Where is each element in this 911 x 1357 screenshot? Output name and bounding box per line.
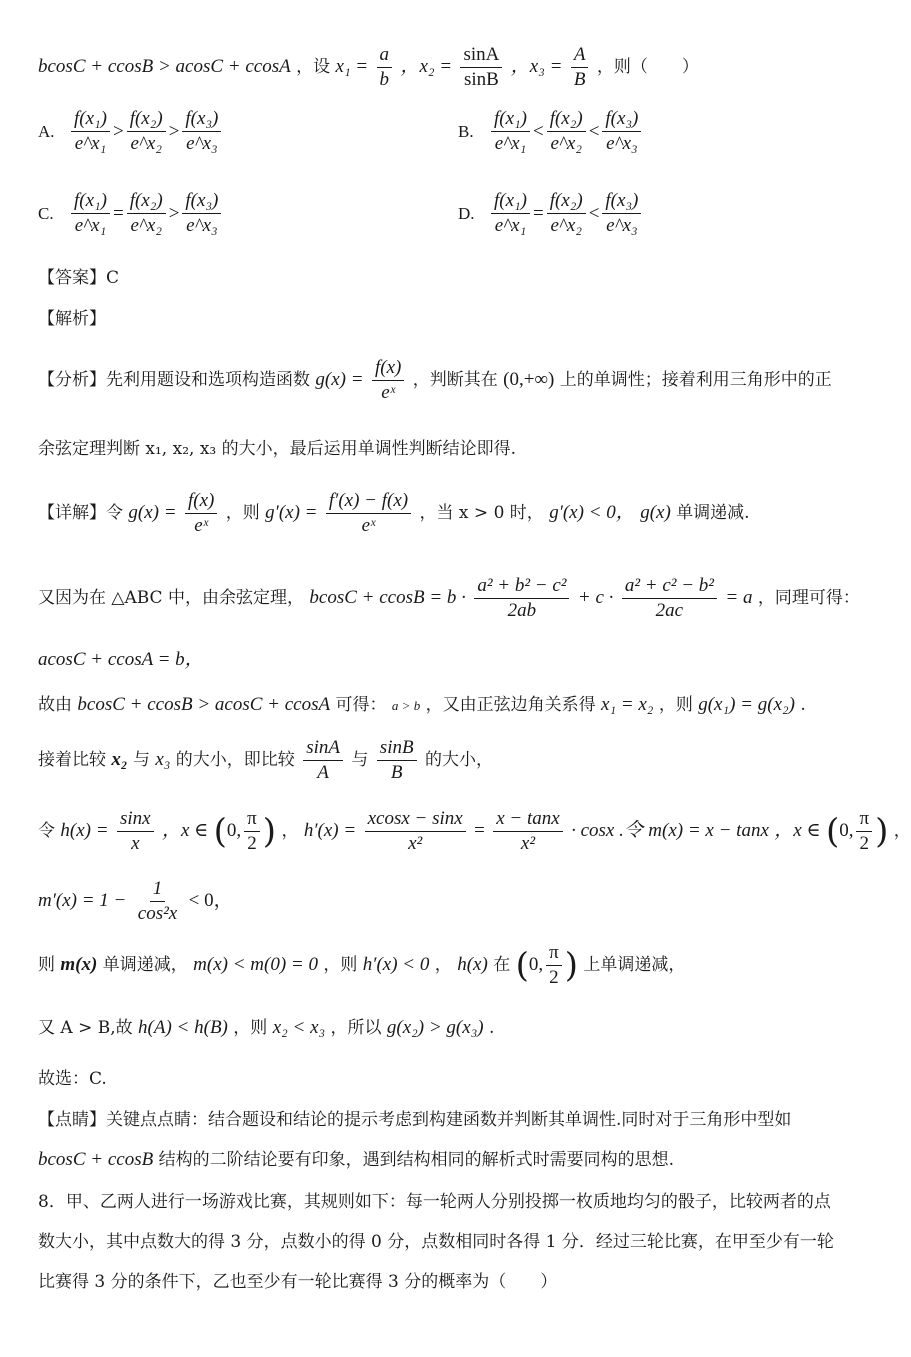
operator: >	[168, 120, 180, 142]
conclusion-line	[38, 1016, 494, 1040]
math: m′(x) = 1 −	[38, 890, 127, 911]
text: 的大小，即比较	[175, 750, 295, 770]
fraction	[602, 108, 641, 155]
xiangjie-line	[38, 490, 750, 537]
numerator: a² + c² − b²	[622, 575, 717, 599]
numerator: f(x₂)	[127, 108, 166, 132]
denominator: sinB	[464, 69, 499, 90]
denominator: e^x₂	[130, 215, 162, 236]
math: h(A) < h(B)	[138, 1017, 228, 1038]
option-label: B.	[458, 121, 474, 141]
numerator: sinA	[460, 44, 502, 68]
denominator: 2ab	[507, 600, 537, 621]
denominator: e^x₃	[606, 133, 638, 154]
fraction	[117, 808, 154, 855]
math: g(x)	[640, 502, 671, 523]
numerator: A	[571, 44, 589, 68]
numerator: π	[546, 942, 562, 966]
math: h(x) =	[60, 820, 109, 841]
denominator: cos²x	[137, 903, 178, 924]
fraction	[244, 808, 260, 855]
h-function-line	[38, 808, 911, 855]
operator: >	[168, 202, 180, 224]
denominator: e^x₁	[494, 133, 527, 154]
denominator: b	[379, 69, 390, 90]
denominator: e^x₁	[494, 215, 527, 236]
operator: =	[112, 202, 124, 224]
text: 单调递减，	[102, 955, 188, 975]
text: 又因为在 △ABC 中，由余弦定理，	[38, 588, 304, 608]
inequality: bcosC + ccosB > acosC + ccosA	[38, 56, 291, 77]
fraction	[547, 190, 586, 237]
paren-close: )	[875, 811, 889, 852]
numerator: 1	[150, 878, 166, 902]
text: 又 A > B,故	[38, 1018, 133, 1038]
denominator: x²	[520, 833, 536, 854]
denominator: e^x₂	[550, 215, 582, 236]
fraction	[127, 108, 166, 155]
fenxi-line-2: 余弦定理判断 x₁, x₂, x₃ 的大小，最后运用单调性判断结论即得.	[38, 439, 517, 459]
paren-open: (	[213, 811, 227, 852]
math: + c ·	[577, 587, 614, 608]
text: 【分析】先利用题设和选项构造函数	[38, 370, 310, 390]
text: ，判断其在	[412, 370, 498, 390]
numerator: f(x₁)	[71, 108, 110, 132]
denominator: eˣ	[381, 382, 396, 403]
math: ，x ∈	[162, 820, 209, 841]
math: < 0，	[188, 890, 233, 911]
denominator: e^x₃	[606, 215, 638, 236]
denominator: e^x₃	[186, 215, 218, 236]
numerator: f(x₃)	[602, 108, 641, 132]
numerator: a	[377, 44, 393, 68]
text: .	[489, 1018, 495, 1038]
numerator: a² + b² − c²	[474, 575, 569, 599]
math: g(x₂) > g(x₃)	[386, 1017, 484, 1038]
math: x₁ = x₂	[601, 694, 654, 715]
fraction	[571, 44, 589, 91]
fraction	[71, 108, 110, 155]
question-8-line-1: 8．甲、乙两人进行一场游戏比赛，其规则如下：每一轮两人分别投掷一枚质地均匀的骰子，比较两者的点	[38, 1192, 831, 1212]
option-label: D.	[458, 203, 475, 223]
text: ，当 x > 0 时，	[419, 503, 544, 523]
operator: <	[588, 120, 600, 142]
text: ，同理可得：	[757, 588, 860, 608]
math: x₃	[155, 749, 171, 770]
text: ，	[434, 955, 452, 975]
numerator: f(x₁)	[491, 108, 530, 132]
denominator: e^x₂	[550, 133, 582, 154]
analysis-heading: 【解析】	[38, 309, 106, 329]
fraction	[71, 190, 110, 237]
acos-line: acosC + ccosA = b，	[38, 649, 204, 670]
fraction	[546, 942, 562, 989]
fraction	[135, 878, 180, 925]
denominator: 2	[859, 833, 870, 854]
text: 则	[38, 955, 55, 975]
text: 故由	[38, 695, 72, 715]
text: 可得：	[335, 695, 387, 715]
fraction	[547, 108, 586, 155]
fraction	[491, 190, 530, 237]
text: ，又由正弦边角关系得	[425, 695, 596, 715]
numerator: sinA	[303, 737, 343, 761]
text: ，则	[658, 695, 693, 715]
text: 接着比较	[38, 750, 106, 770]
fraction	[182, 190, 221, 237]
fraction	[303, 737, 343, 784]
gu-line	[38, 693, 806, 718]
fraction	[127, 190, 166, 237]
fraction	[185, 490, 217, 537]
numerator: xcosx − sinx	[365, 808, 466, 832]
math: ，x ∈	[774, 820, 821, 841]
text: 令	[38, 821, 55, 841]
question-8-line-2: 数大小，其中点数大的得 3 分，点数小的得 0 分，点数相同时各得 1 分．经过三轮比赛，在甲至少有一轮	[38, 1232, 834, 1252]
x3-def: ，x₃ =	[510, 56, 563, 77]
math: bcosC + ccosB = b ·	[309, 587, 466, 608]
denominator: B	[390, 762, 403, 783]
math: 0,	[528, 954, 544, 975]
option-d[interactable]	[458, 190, 644, 237]
math: h′(x) =	[303, 820, 357, 841]
numerator: f(x₁)	[71, 190, 110, 214]
option-label: A.	[38, 121, 55, 141]
paren-close: )	[564, 945, 578, 986]
denominator: e^x₂	[130, 133, 162, 154]
math: g′(x) =	[265, 502, 318, 523]
question-8-line-3: 比赛得 3 分的条件下，乙也至少有一轮比赛得 3 分的概率为（ ）	[38, 1272, 558, 1292]
operator: <	[588, 202, 600, 224]
math: 0,	[226, 820, 242, 841]
cosine-law-line	[38, 575, 860, 622]
numerator: π	[244, 808, 260, 832]
fraction	[856, 808, 872, 855]
math: (0,+∞)	[503, 369, 555, 390]
monotonic-line	[38, 942, 685, 989]
denominator: eˣ	[361, 515, 376, 536]
math: x₂ < x₃	[272, 1017, 326, 1038]
numerator: f(x)	[185, 490, 217, 514]
math: m(x) = x − tanx	[648, 820, 769, 841]
numerator: f(x₁)	[491, 190, 530, 214]
choice-line: 故选：C.	[38, 1069, 107, 1089]
answer-line: 【答案】C	[38, 268, 120, 288]
fraction	[622, 575, 717, 622]
paren-close: )	[262, 811, 277, 852]
text: 【详解】令	[38, 503, 123, 523]
paren-open: (	[825, 811, 840, 852]
fraction	[377, 44, 393, 91]
text: ，设	[296, 57, 331, 77]
fraction	[602, 190, 641, 237]
denominator: x	[131, 833, 140, 854]
math: =	[474, 820, 485, 841]
numerator: f(x₃)	[182, 190, 221, 214]
dianjing-line: 【点睛】关键点点睛：结合题设和结论的提示考虑到构建函数并判断其单调性.同时对于三角形中型如	[38, 1110, 792, 1130]
text: 上单调递减，	[583, 955, 686, 975]
numerator: f′(x) − f(x)	[326, 490, 411, 514]
numerator: f(x₃)	[602, 190, 641, 214]
text: 的大小，	[424, 750, 493, 770]
text: ，则	[323, 955, 358, 975]
math: · cosx .令	[571, 820, 643, 841]
math: m(x) < m(0) = 0	[193, 954, 318, 975]
numerator: x − tanx	[493, 808, 562, 832]
denominator: e^x₁	[74, 133, 107, 154]
question-stem-line	[38, 44, 699, 91]
paren-open: (	[515, 945, 529, 986]
math: g(x) =	[315, 369, 364, 390]
denominator: x²	[408, 833, 423, 854]
fraction	[377, 737, 417, 784]
denominator: 2	[549, 967, 559, 988]
operator: =	[532, 202, 544, 224]
math: h′(x) < 0	[362, 954, 430, 975]
text: 与	[351, 750, 369, 770]
text: ，则（ ）	[596, 57, 699, 77]
compare-line	[38, 737, 493, 784]
numerator: f(x₃)	[182, 108, 221, 132]
math: m(x)	[60, 954, 98, 975]
fraction	[326, 490, 411, 537]
denominator: 2ac	[655, 600, 684, 621]
x1-def: x₁ =	[335, 56, 369, 77]
text: ，	[893, 821, 911, 841]
denominator: eˣ	[194, 515, 209, 536]
fenxi-line	[38, 357, 832, 404]
denominator: 2	[247, 833, 257, 854]
numerator: f(x)	[372, 357, 404, 381]
math: bcosC + ccosB	[38, 1149, 154, 1170]
text: ，所以	[330, 1018, 382, 1038]
math: bcosC + ccosB > acosC + ccosA	[77, 694, 331, 715]
text: 单调递减.	[676, 503, 750, 523]
numerator: f(x₂)	[127, 190, 166, 214]
math: 0,	[839, 820, 854, 841]
operator: >	[112, 120, 124, 142]
dianjing-line-2	[38, 1148, 674, 1172]
text: ，则	[233, 1018, 268, 1038]
m-derivative-line	[38, 878, 233, 925]
numerator: sinB	[377, 737, 417, 761]
math: = a	[725, 587, 753, 608]
text: 与	[132, 750, 150, 770]
text: 结构的二阶结论要有印象，遇到结构相同的解析式时需要同构的思想.	[158, 1150, 674, 1170]
x2-def: ，x₂ =	[400, 56, 453, 77]
text: 在	[493, 955, 511, 975]
fraction	[182, 108, 221, 155]
math: g(x₁) = g(x₂)	[698, 694, 795, 715]
text: ，则	[225, 503, 260, 523]
numerator: π	[856, 808, 872, 832]
option-b[interactable]	[458, 108, 644, 155]
fraction	[474, 575, 569, 622]
denominator: e^x₃	[186, 133, 218, 154]
math: g′(x) < 0，	[549, 502, 635, 523]
operator: <	[532, 120, 544, 142]
option-c[interactable]	[38, 190, 224, 237]
fraction	[365, 808, 466, 855]
fraction	[493, 808, 562, 855]
denominator: A	[317, 762, 329, 783]
math: x₂	[111, 749, 128, 770]
math: a > b	[391, 698, 421, 713]
text: 上的单调性；接着利用三角形中的正	[559, 370, 832, 390]
numerator: f(x₂)	[547, 190, 586, 214]
text: ，	[281, 821, 299, 841]
numerator: f(x₂)	[547, 108, 586, 132]
fraction	[491, 108, 530, 155]
math: g(x) =	[128, 502, 177, 523]
option-a[interactable]	[38, 108, 224, 155]
fraction	[460, 44, 502, 91]
math: h(x)	[457, 954, 488, 975]
numerator: sinx	[117, 808, 154, 832]
text: .	[800, 695, 806, 715]
fraction	[372, 357, 404, 404]
option-label: C.	[38, 203, 54, 223]
denominator: e^x₁	[74, 215, 107, 236]
denominator: B	[573, 69, 586, 90]
